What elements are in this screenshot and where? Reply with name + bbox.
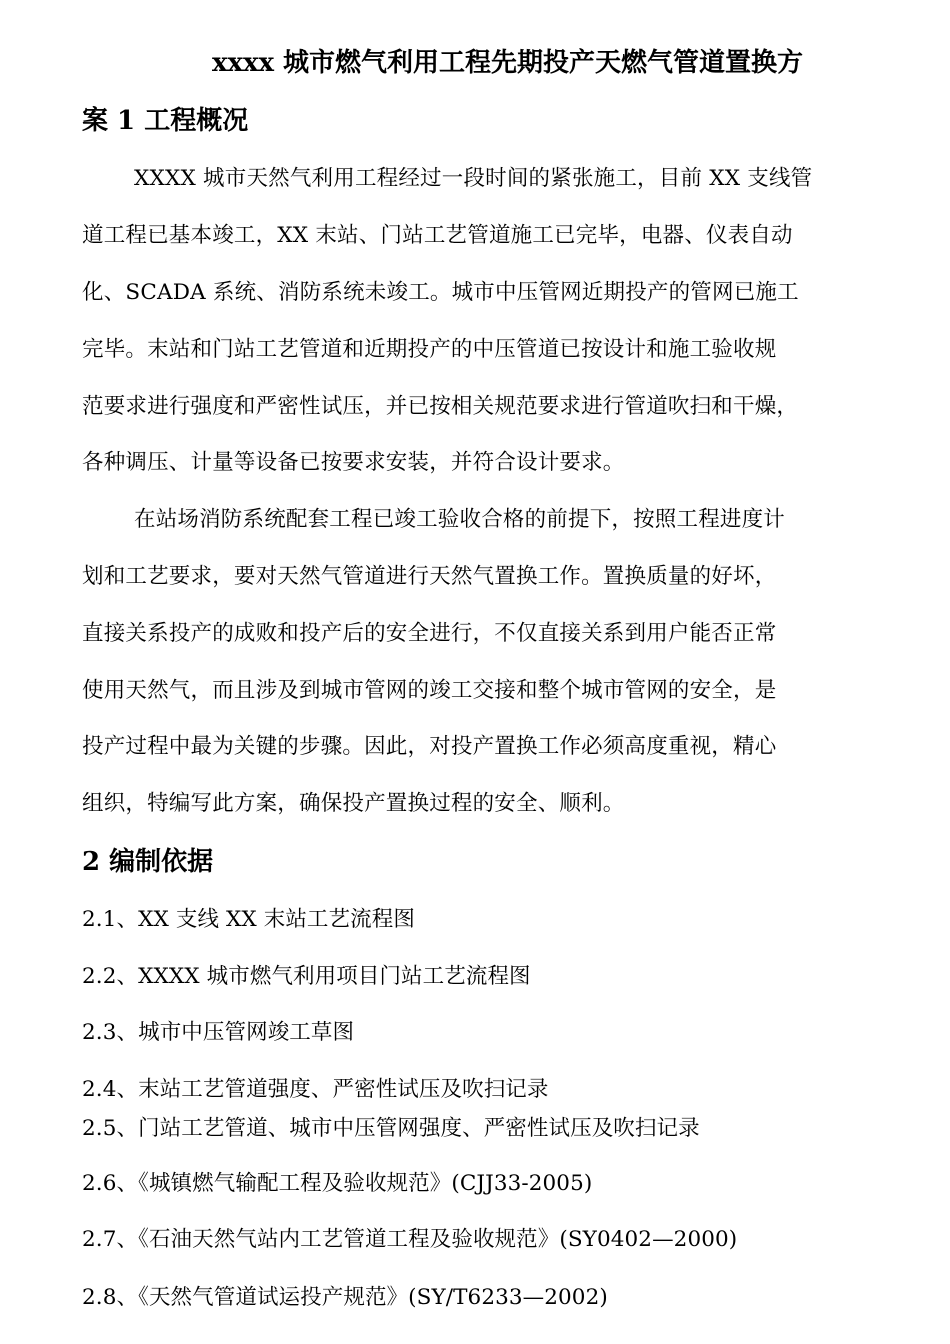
reference-item: 2.2、XXXX 城市燃气利用项目门站工艺流程图 (82, 964, 531, 989)
reference-item: 2.1、XX 支线 XX 末站工艺流程图 (82, 907, 415, 932)
overview-paragraph-1-line: 道工程已基本竣工，XX 末站、门站工艺管道施工已完毕，电器、仪表自动 (82, 223, 793, 248)
reference-item: 2.7、《石油天然气站内工艺管道工程及验收规范》(SY0402—2000) (82, 1227, 738, 1252)
overview-paragraph-2-line: 投产过程中最为关键的步骤。因此，对投产置换工作必须高度重视，精心 (82, 734, 777, 759)
section-2-heading: 2 编制依据 (82, 847, 214, 877)
overview-paragraph-1-line: XXXX 城市天然气利用工程经过一段时间的紧张施工，目前 XX 支线管 (134, 166, 813, 191)
section-1-heading: 案 1 工程概况 (82, 106, 249, 136)
reference-item: 2.5、门站工艺管道、城市中压管网强度、严密性试压及吹扫记录 (82, 1116, 700, 1141)
overview-paragraph-2-line: 划和工艺要求，要对天然气管道进行天然气置换工作。置换质量的好坏， (82, 564, 777, 589)
document-title: xxxx 城市燃气利用工程先期投产天燃气管道置换方 (212, 48, 804, 78)
reference-item: 2.4、末站工艺管道强度、严密性试压及吹扫记录 (82, 1077, 549, 1102)
reference-item: 2.6、《城镇燃气输配工程及验收规范》(CJJ33-2005) (82, 1171, 593, 1196)
reference-item: 2.8、《天然气管道试运投产规范》(SY/T6233—2002) (82, 1285, 608, 1310)
overview-paragraph-2-line: 在站场消防系统配套工程已竣工验收合格的前提下，按照工程进度计 (134, 507, 786, 532)
overview-paragraph-1-line: 化、SCADA 系统、消防系统未竣工。城市中压管网近期投产的管网已施工 (82, 280, 799, 305)
overview-paragraph-1-line: 完毕。末站和门站工艺管道和近期投产的中压管道已按设计和施工验收规 (82, 337, 777, 362)
reference-item: 2.3、城市中压管网竣工草图 (82, 1020, 355, 1045)
overview-paragraph-1-line: 各种调压、计量等设备已按要求安装，并符合设计要求。 (82, 450, 625, 475)
overview-paragraph-2-line: 直接关系投产的成败和投产后的安全进行，不仅直接关系到用户能否正常 (82, 621, 777, 646)
overview-paragraph-2-line: 组织，特编写此方案，确保投产置换过程的安全、顺利。 (82, 791, 625, 816)
overview-paragraph-2-line: 使用天然气，而且涉及到城市管网的竣工交接和整个城市管网的安全，是 (82, 678, 777, 703)
overview-paragraph-1-line: 范要求进行强度和严密性试压，并已按相关规范要求进行管道吹扫和干燥， (82, 394, 799, 419)
